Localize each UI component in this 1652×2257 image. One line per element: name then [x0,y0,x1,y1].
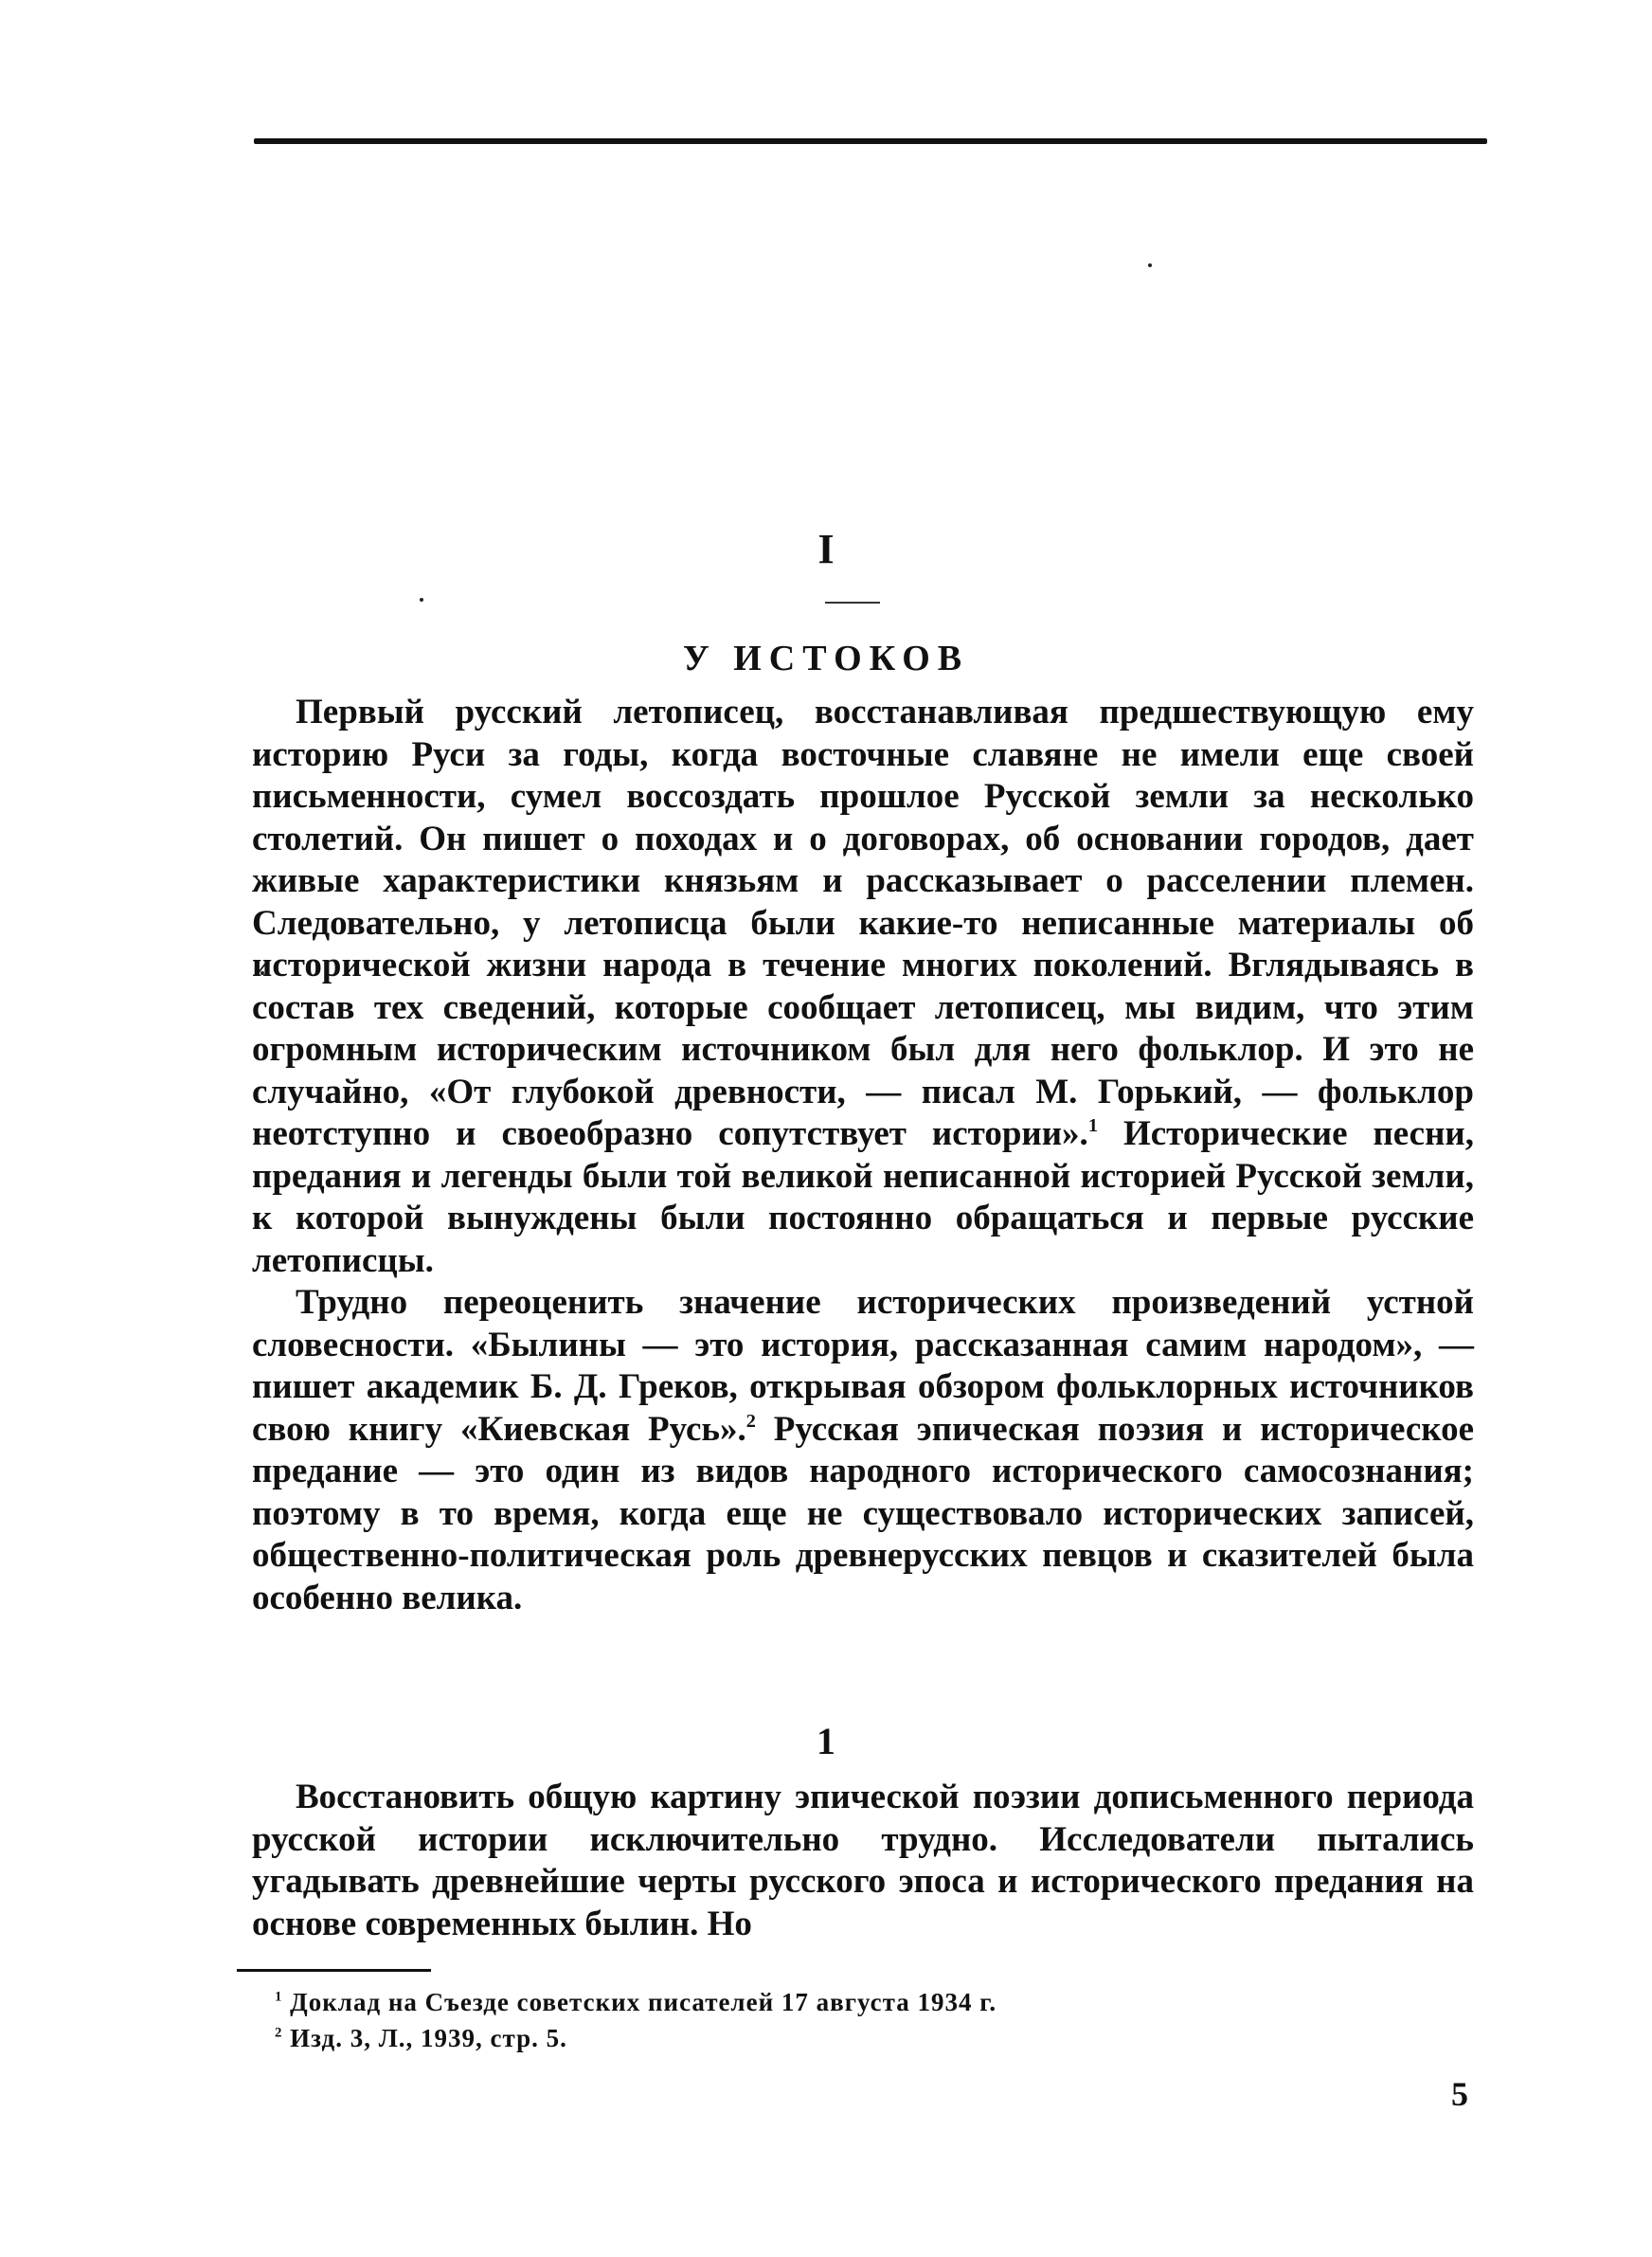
footnote-rule [237,1969,431,1972]
top-rule [254,138,1487,144]
footnote-text-2: Изд. 3, Л., 1939, стр. 5. [282,2024,567,2052]
paragraph-1 [252,692,1474,1282]
footnote-1 [275,1984,1468,2020]
print-speck [420,598,423,602]
paragraph-1-text-b: Исторические песни, предания и легенды были той великой неписанной историей Русской земли, к которой вынуждены были постоянно обращаться и первые русские летописцы. [252,1114,1474,1280]
page-number: 5 [1451,2075,1468,2113]
footnotes [275,1984,1468,2056]
section-number: 1 [817,1720,835,1762]
footnote-mark-1: 1 [275,1989,283,2005]
paragraph-2-text-a: Трудно переоценить значение исторических произведений устной словесности. «Былины — это история, рассказанная самим народом», — пишет академик Б. Д. Греков, открывая обзором фольклорных источников свою книгу «Киевская Русь». [252,1283,1474,1449]
section-body [252,1777,1474,1945]
paragraph-2-text-b: Русская эпическая поэзия и историческое предание — это один из видов народного исторического самосознания; поэтому в то время, когда еще не существовало исторических записей, общественно-политическая роль древнерусских певцов и сказителей была особенно велика. [252,1409,1474,1617]
footnote-text-1: Доклад на Съезде советских писателей 17 августа 1934 г. [282,1988,997,2016]
paragraph-1-text-a: Первый русский летописец, восстанавливая предшествующую ему историю Руси за годы, когда восточные славяне не имели еще своей письменности, сумел воссоздать прошлое Русской земли за несколько столетий. Он пишет о походах и о договорах, об основании городов, дает живые характеристики князьям и рассказывает о расселении племен. Следовательно, у летописца были какие-то неписанные материалы об исторической жизни народа в течение многих поколений. Вглядываясь в состав тех сведений, которые сообщает летописец, мы видим, что этим огромным историческим источником был для него фольклор. И это не случайно, «От глубокой древности, — писал М. Горький, — фольклор неотступно и своеобразно сопутствует истории». [252,693,1474,1153]
chapter-divider [825,602,880,604]
chapter-numeral: I [817,526,835,572]
section-paragraph: Восстановить общую картину эпической поэзии дописьменного периода русской истории исключительно трудно. Исследователи пытались угадывать древнейшие черты русского эпоса и исторического предания на основе современных былин. Но [252,1778,1474,1943]
footnote-ref-2: 2 [745,1410,756,1432]
chapter-title: У ИСТОКОВ [682,639,970,678]
footnote-mark-2: 2 [275,2025,283,2041]
chapter-intro [252,692,1474,1619]
paragraph-2 [252,1282,1474,1619]
footnote-2 [275,2020,1468,2056]
footnote-ref-1: 1 [1087,1114,1098,1136]
print-speck [1148,263,1152,267]
